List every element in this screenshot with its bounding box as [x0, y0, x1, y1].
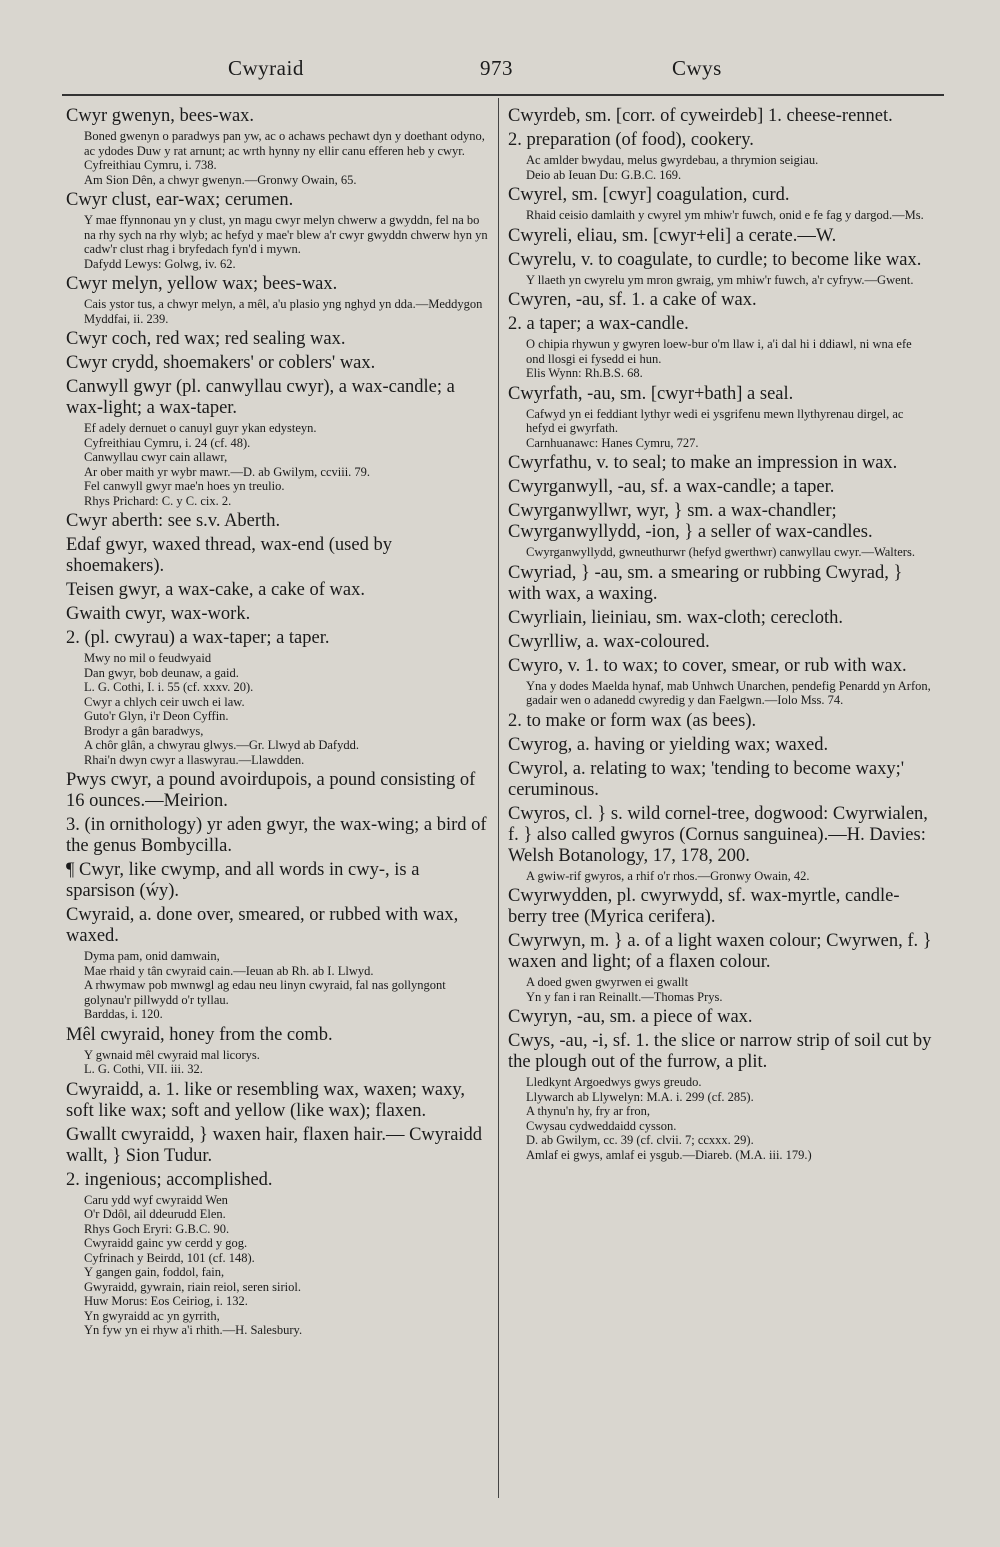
citation-block	[508, 208, 932, 223]
dictionary-entry	[508, 130, 932, 182]
citation-line: Cwyr a chlych ceir uwch ei law.	[84, 694, 245, 709]
citation-block	[66, 297, 490, 326]
citation-line: Yn gwyraidd ac yn gyrrith,	[84, 1308, 220, 1323]
dictionary-entry	[508, 608, 932, 629]
citation-line: Caru ydd wyf cwyraidd Wen	[84, 1192, 228, 1207]
dictionary-entry	[66, 580, 490, 601]
dictionary-entry	[66, 274, 490, 326]
citation-line: Cwyraidd gainc yw cerdd y gog.	[84, 1236, 248, 1250]
citation-block	[508, 869, 932, 884]
citation-block	[508, 407, 932, 451]
entry-text: Cwyrlliw, a. wax-coloured.	[508, 631, 710, 652]
dictionary-entry	[508, 106, 932, 127]
entry-text: Cwyren, -au, sf. 1. a cake of wax.	[508, 290, 757, 310]
citation-line: Gwyraidd, gywrain, riain reiol, seren siriol.	[84, 1279, 301, 1294]
entry-text: Cwyrganwyll, -au, sf. a wax-candle; a taper.	[508, 477, 835, 497]
citation-line: Lledkynt Argoedwys gwys greudo.	[526, 1075, 702, 1089]
dictionary-entry	[66, 106, 490, 187]
dictionary-entry	[66, 511, 490, 532]
entry-text: Cwyrdeb, sm. [corr. of cyweirdeb] 1. cheese-rennet.	[508, 106, 893, 126]
citation-line: Rhai'n dwyn cwyr a llaswyrau.—Llawdden.	[84, 752, 305, 767]
entry-text: 2. ingenious; accomplished.	[66, 1169, 273, 1190]
entry-text: Cwyr aberth: see s.v. Aberth.	[66, 511, 281, 531]
citation-line: Deio ab Ieuan Du: G.B.C. 169.	[526, 167, 682, 182]
citation-line: Elis Wynn: Rh.B.S. 68.	[526, 366, 643, 380]
citation-block	[508, 975, 932, 1004]
citation-line: O chipia rhywun y gwyren loew-bur o'm llaw i, a'i dal hi i ddiawl, ni wna efe ond llosgi ei fysedd ei hun.	[526, 337, 912, 366]
entry-text: 2. to make or form wax (as bees).	[508, 710, 757, 731]
entry-text: 2. preparation (of food), cookery.	[508, 130, 754, 150]
entry-text: Cwyro, v. 1. to wax; to cover, smear, or rub with wax.	[508, 655, 907, 676]
citation-line: Y gangen gain, foddol, fain,	[84, 1265, 225, 1279]
entry-text: Cwyros, cl. } s. wild cornel-tree, dogwood: Cwyrwialen, f. } also called gwyros (Cornus sanguinea).—H. Davies: Welsh Botanology, 17, 178, 200.	[508, 803, 928, 866]
citation-line: Yna y dodes Maelda hynaf, mab Unhwch Unarchen, pendefig Penardd yn Arfon, gadair wen o adanedd cwyredig y dan Faelgwn.—Iolo Mss. 74.	[526, 678, 931, 707]
citation-block	[66, 651, 490, 767]
dictionary-entry	[508, 656, 932, 708]
dictionary-entry	[508, 1031, 932, 1162]
entry-text: Cwyrel, sm. [cwyr] coagulation, curd.	[508, 185, 790, 205]
citation-line: A thynu'n hy, fry ar fron,	[526, 1104, 650, 1118]
citation-line: L. G. Cothi, I. i. 55 (cf. xxxv. 20).	[84, 680, 254, 694]
citation-block	[508, 273, 932, 288]
citation-line: Cais ystor tus, a chwyr melyn, a mêl, a'u plasio yng nghyd yn dda.—Meddygon Myddfai, ii. 239.	[84, 297, 483, 326]
dictionary-entry	[66, 905, 490, 1022]
dictionary-entry	[66, 329, 490, 350]
right-column	[508, 106, 932, 1165]
dictionary-entry	[508, 185, 932, 223]
citation-line: Canwyllau cwyr cain allawr,	[84, 450, 228, 464]
entry-text: Cwyryn, -au, sm. a piece of wax.	[508, 1007, 753, 1027]
entry-text: ¶ Cwyr, like cwymp, and all words in cwy-, is a sparsison (ẃy).	[66, 860, 420, 901]
dictionary-entry	[66, 770, 490, 812]
citation-line: Carnhuanawc: Hanes Cymru, 727.	[526, 435, 699, 450]
entry-text: Cwyr gwenyn, bees-wax.	[66, 106, 255, 126]
running-head-right: Cwys	[672, 56, 722, 80]
dictionary-entry	[66, 190, 490, 271]
citation-line: Yn y fan i ran Reinallt.—Thomas Prys.	[526, 989, 723, 1004]
entry-text: 2. (pl. cwyrau) a wax-taper; a taper.	[66, 628, 330, 648]
dictionary-entry	[66, 628, 490, 767]
left-column	[66, 106, 490, 1341]
page-number: 973	[480, 56, 513, 80]
citation-line: L. G. Cothi, VII. iii. 32.	[84, 1062, 203, 1076]
entry-text: Cwyrol, a. relating to wax; 'tending to become waxy;' ceruminous.	[508, 758, 905, 800]
entry-text: Cwyrelu, v. to coagulate, to curdle; to become like wax.	[508, 249, 922, 270]
dictionary-entry	[66, 377, 490, 508]
dictionary-entry	[66, 815, 490, 857]
entry-text: Cwyraid, a. done over, smeared, or rubbed with wax, waxed.	[66, 905, 459, 946]
entry-text: Cwyr crydd, shoemakers' or coblers' wax.	[66, 353, 376, 373]
entry-text: Cwyrganwyllwr, wyr, } sm. a wax-chandler; Cwyrganwyllydd, -ion, } a seller of wax-candles.	[508, 501, 873, 542]
citation-line: Fel canwyll gwyr mae'n hoes yn treulio.	[84, 479, 285, 493]
citation-line: Cyfreithiau Cymru, i. 24 (cf. 48).	[84, 435, 251, 450]
citation-block	[66, 1193, 490, 1338]
citation-block	[66, 949, 490, 1022]
entry-text: Cwyrog, a. having or yielding wax; waxed.	[508, 734, 829, 755]
entry-text: Cwyrwyn, m. } a. of a light waxen colour; Cwyrwen, f. } waxen and light; of a flaxen colour.	[508, 931, 932, 972]
dictionary-entry	[508, 290, 932, 311]
citation-line: Huw Morus: Eos Ceiriog, i. 132.	[84, 1294, 248, 1308]
running-head-left: Cwyraid	[228, 56, 304, 80]
citation-block	[66, 129, 490, 187]
dictionary-entry	[66, 1025, 490, 1077]
citation-line: Yn fyw yn ei rhyw a'i rhith.—H. Salesbury.	[84, 1323, 303, 1337]
entry-text: Cwyr coch, red wax; red sealing wax.	[66, 329, 346, 349]
citation-line: Ac amlder bwydau, melus gwyrdebau, a thrymion seigiau.	[526, 153, 819, 167]
entry-text: Gwaith cwyr, wax-work.	[66, 604, 251, 624]
dictionary-entry	[66, 1080, 490, 1122]
citation-block	[66, 213, 490, 271]
citation-line: A rhwymaw pob mwnwgl ag edau neu linyn cwyraid, fal nas gollyngont golynau'r pillwydd o'r tyllau.	[84, 978, 446, 1007]
citation-line: Y mae ffynnonau yn y clust, yn magu cwyr melyn chwerw a gwyddn, fel na bo na rhy sych na rhy wlyb; ac hefyd y mae'r blew a'r cwyr gwyddn chwerw hyn yn cadw'r clust rhag i bryfedach fyn'd i mywn.	[84, 213, 488, 256]
entry-text: Cwyr clust, ear-wax; cerumen.	[66, 190, 294, 210]
citation-line: Dafydd Lewys: Golwg, iv. 62.	[84, 256, 236, 271]
dictionary-entry	[508, 477, 932, 498]
dictionary-entry	[66, 1125, 490, 1167]
header-rule	[62, 94, 944, 96]
citation-line: Am Sion Dên, a chwyr gwenyn.—Gronwy Owain, 65.	[84, 172, 357, 187]
citation-line: O'r Ddôl, ail ddeurudd Elen.	[84, 1207, 226, 1221]
citation-line: Llywarch ab Llywelyn: M.A. i. 299 (cf. 285).	[526, 1089, 754, 1104]
dictionary-entry	[508, 886, 932, 928]
entry-text: Canwyll gwyr (pl. canwyllau cwyr), a wax-candle; a wax-light; a wax-taper.	[66, 377, 455, 418]
citation-line: Cyfrinach y Beirdd, 101 (cf. 148).	[84, 1250, 255, 1265]
dictionary-entry	[508, 804, 932, 884]
dictionary-entry	[508, 226, 932, 247]
citation-line: Cyfreithiau Cymru, i. 738.	[84, 158, 217, 172]
citation-line: Rhys Goch Eryri: G.B.C. 90.	[84, 1221, 230, 1236]
citation-line: Cwysau cydweddaidd cysson.	[526, 1118, 677, 1133]
dictionary-entry	[66, 353, 490, 374]
entry-text: Cwys, -au, -i, sf. 1. the slice or narrow strip of soil cut by the plough out of the furrow, a plit.	[508, 1031, 932, 1072]
citation-line: Rhaid ceisio damlaith y cwyrel ym mhiw'r fuwch, onid e fe fag y dargod.—Ms.	[526, 208, 924, 222]
citation-block	[508, 679, 932, 708]
dictionary-entry	[508, 931, 932, 1004]
entry-text: 3. (in ornithology) yr aden gwyr, the wax-wing; a bird of the genus Bombycilla.	[66, 815, 487, 856]
citation-line: Cwyrganwyllydd, gwneuthurwr (hefyd gwerthwr) canwyllau cwyr.—Walters.	[526, 545, 915, 559]
dictionary-entry	[66, 1170, 490, 1338]
dictionary-entry	[66, 535, 490, 577]
dictionary-entry	[508, 501, 932, 560]
dictionary-entry	[508, 563, 932, 605]
entry-text: Cwyrliain, lieiniau, sm. wax-cloth; cerecloth.	[508, 607, 843, 628]
citation-line: A gwiw-rif gwyros, a rhif o'r rhos.—Gronwy Owain, 42.	[526, 868, 810, 883]
citation-block	[66, 421, 490, 508]
dictionary-entry	[508, 759, 932, 801]
citation-line: D. ab Gwilym, cc. 39 (cf. clvii. 7; ccxxx. 29).	[526, 1133, 754, 1147]
entry-text: Cwyrfath, -au, sm. [cwyr+bath] a seal.	[508, 383, 794, 404]
entry-text: Teisen gwyr, a wax-cake, a cake of wax.	[66, 580, 365, 600]
dictionary-entry	[508, 453, 932, 474]
citation-line: Rhys Prichard: C. y C. cix. 2.	[84, 493, 232, 508]
citation-block	[508, 1075, 932, 1162]
column-divider	[498, 98, 499, 1498]
citation-line: Amlaf ei gwys, amlaf ei ysgub.—Diareb. (M.A. iii. 179.)	[526, 1147, 812, 1162]
citation-line: Brodyr a gân baradwys,	[84, 723, 204, 738]
dictionary-entry	[508, 735, 932, 756]
citation-line: Ef adely dernuet o canuyl guyr ykan edysteyn.	[84, 421, 317, 435]
entry-text: Cwyr melyn, yellow wax; bees-wax.	[66, 274, 338, 294]
citation-line: A doed gwen gwyrwen ei gwallt	[526, 975, 689, 989]
dictionary-entry	[508, 384, 932, 451]
citation-line: Barddas, i. 120.	[84, 1007, 163, 1021]
entry-text: Cwyriad, } -au, sm. a smearing or rubbing Cwyrad, } with wax, a waxing.	[508, 562, 903, 604]
entry-text: Edaf gwyr, waxed thread, wax-end (used by shoemakers).	[66, 535, 392, 576]
citation-block	[508, 153, 932, 182]
citation-line: Boned gwenyn o paradwys pan yw, ac o achaws pechawt dyn y doethant odyno, ac ydodes Duw y rat arnunt; ac wrth hynny ny ellir canu efferen heb y cwyr.	[84, 129, 485, 158]
citation-line: Dan gwyr, bob deunaw, a gaid.	[84, 665, 239, 680]
dictionary-entry	[508, 632, 932, 653]
entry-text: Mêl cwyraid, honey from the comb.	[66, 1024, 333, 1045]
dictionary-entry	[508, 250, 932, 288]
dictionary-entry	[508, 1007, 932, 1028]
dictionary-entry	[66, 604, 490, 625]
dictionary-entry	[66, 860, 490, 902]
entry-text: Cwyreli, eliau, sm. [cwyr+eli] a cerate.—W.	[508, 225, 837, 246]
entry-text: Cwyraidd, a. 1. like or resembling wax, waxen; waxy, soft like wax; soft and yellow (like wax); flaxen.	[66, 1079, 466, 1121]
citation-line: Dyma pam, onid damwain,	[84, 949, 220, 963]
entry-text: Cwyrfathu, v. to seal; to make an impression in wax.	[508, 453, 898, 473]
citation-line: Mwy no mil o feudwyaid	[84, 651, 212, 665]
citation-line: Guto'r Glyn, i'r Deon Cyffin.	[84, 709, 229, 723]
entry-text: Cwyrwydden, pl. cwyrwydd, sf. wax-myrtle, candle-berry tree (Myrica cerifera).	[508, 886, 900, 927]
citation-line: Mae rhaid y tân cwyraid cain.—Ieuan ab Rh. ab I. Llwyd.	[84, 963, 374, 978]
citation-block	[508, 545, 932, 560]
citation-line: Y llaeth yn cwyrelu ym mron gwraig, ym mhiw'r fuwch, a'r cyfryw.—Gwent.	[526, 272, 914, 287]
dictionary-entry	[508, 711, 932, 732]
citation-block	[66, 1048, 490, 1077]
entry-text: 2. a taper; a wax-candle.	[508, 314, 689, 334]
citation-block	[508, 337, 932, 381]
citation-line: A chôr glân, a chwyrau glwys.—Gr. Llwyd ab Dafydd.	[84, 738, 359, 752]
citation-line: Ar ober maith yr wybr mawr.—D. ab Gwilym, ccviii. 79.	[84, 464, 371, 479]
dictionary-entry	[508, 314, 932, 381]
citation-line: Cafwyd yn ei feddiant lythyr wedi ei ysgrifenu mewn llythyrenau dirgel, ac hefyd ei gwyrfath.	[526, 406, 904, 435]
entry-text: Gwallt cwyraidd, } waxen hair, flaxen hair.— Cwyraidd wallt, } Sion Tudur.	[66, 1124, 483, 1166]
entry-text: Pwys cwyr, a pound avoirdupois, a pound consisting of 16 ounces.—Meirion.	[66, 770, 476, 811]
citation-line: Y gwnaid mêl cwyraid mal licorys.	[84, 1047, 260, 1062]
